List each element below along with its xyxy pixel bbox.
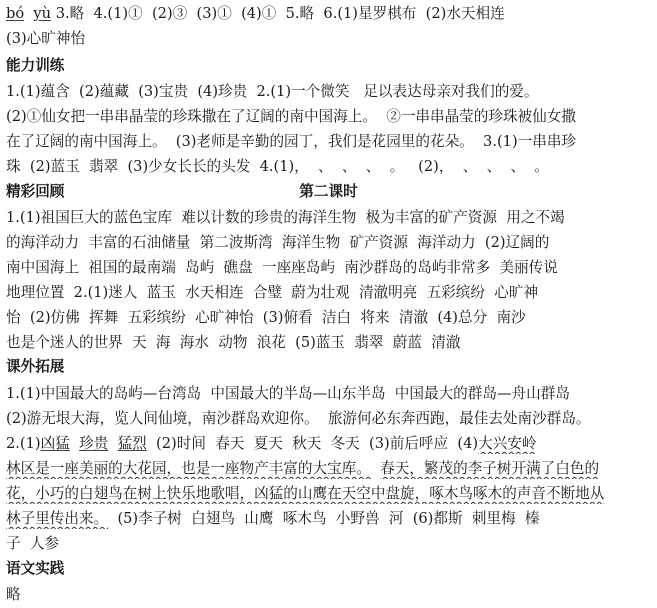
answer-text: 珍贵 [79, 435, 109, 452]
answer-line-l18 [6, 434, 653, 454]
answer-line-l22 [6, 534, 653, 554]
answer-line-l16 [6, 384, 653, 404]
answer-text: 1.(1)蕴含 (2)蕴藏 (3)宝贵 (4)珍贵 2.(1)一个微笑 足以表达母亲对我们的爱。 [6, 83, 539, 100]
answer-text: 怡 (2)仿佛 挥舞 五彩缤纷 心旷神怡 (3)俯看 洁白 将来 清澈 (4)总分 南沙 [6, 309, 526, 326]
answer-text: 在了辽阔的南中国海上。 (3)老师是辛勤的园丁，我们是花园里的花朵。 3.(1)一串串珍 [6, 133, 577, 150]
answer-text: 林区是一座美丽的大花园，也是一座物产丰富的大宝库。 [6, 460, 371, 477]
answer-text: 林子里传出来。 [6, 510, 109, 527]
section-heading-s1: 精彩回顾 [6, 183, 65, 200]
answer-text: 花，小巧的白翅鸟在树上快乐地歌唱，凶猛的山鹰在天空中盘旋，啄木鸟啄木的声音不断地从 [6, 485, 605, 502]
answer-line-l2 [6, 29, 653, 49]
answer-text: 珠 (2)蓝玉 翡翠 (3)少女长长的头发 4.(1)， 、 、 、 。 (2)， 、 、 、 。 [6, 158, 549, 175]
answer-line-l10 [6, 233, 653, 253]
answer-line-l11 [6, 258, 653, 278]
answer-line-l7 [6, 157, 653, 177]
answer-text: (2)游无垠大海，览人间仙境，南沙群岛欢迎你。 旅游何必东奔西跑，最佳去处南沙群岛。 [6, 410, 591, 427]
answer-line-l6 [6, 132, 653, 152]
answer-text: yù [33, 5, 52, 22]
answer-line-l1 [6, 4, 653, 24]
answer-line-l4 [6, 82, 653, 102]
answer-text: (3)心旷神怡 [6, 30, 86, 47]
answer-line-l24 [6, 585, 653, 605]
answer-text: 2.(1) [6, 435, 41, 452]
answer-line-l14 [6, 333, 653, 353]
answer-text: (2)①仙女把一串串晶莹的珍珠撒在了辽阔的南中国海上。 ②一串串晶莹的珍珠被仙女撒 [6, 108, 576, 125]
section-heading-h5: 语文实践 [6, 560, 65, 577]
answer-text: 略 [6, 586, 21, 603]
answer-text: 南中国海上 祖国的最南端 岛屿 礁盘 一座座岛屿 南沙群岛的岛屿非常多 美丽传说 [6, 259, 558, 276]
answer-text: 春天，繁茂的李子树开满了白色的 [380, 460, 600, 477]
answer-text: 也是个迷人的世界 天 海 海水 动物 浪花 (5)蓝玉 翡翠 蔚蓝 清澈 [6, 334, 461, 351]
lesson-title: 第二课时 [299, 183, 358, 200]
answer-text: (5)李子树 白翅鸟 山鹰 啄木鸟 小野兽 河 (6)都斯 刺里梅 榛 [108, 510, 540, 527]
answer-line-l20 [6, 484, 653, 504]
answer-text: 1.(1)中国最大的岛屿—台湾岛 中国最大的半岛—山东半岛 中国最大的群岛—舟山群岛 [6, 385, 570, 402]
answer-line-l9 [6, 208, 653, 228]
answer-text [371, 460, 380, 477]
answer-line-l12 [6, 283, 653, 303]
answer-line-l19 [6, 459, 653, 479]
answer-line-l21 [6, 509, 653, 529]
answer-text: (2)时间 春天 夏天 秋天 冬天 (3)前后呼应 (4) [146, 435, 479, 452]
answer-text: bó [6, 5, 25, 22]
answer-text: 地理位置 2.(1)迷人 蓝玉 水天相连 合璧 蔚为壮观 清澈明亮 五彩缤纷 心旷神 [6, 284, 539, 301]
answer-text [70, 435, 79, 452]
answer-text [108, 435, 117, 452]
answer-text: 的海洋动力 丰富的石油储量 第二波斯湾 海洋生物 矿产资源 海洋动力 (2)辽阔的 [6, 234, 550, 251]
answer-text: 子 人参 [6, 535, 60, 552]
answer-line-l5 [6, 107, 653, 127]
answer-line-l17 [6, 409, 653, 429]
answer-text: 1.(1)祖国巨大的蓝色宝库 难以计数的珍贵的海洋生物 极为丰富的矿产资源 用之不竭 [6, 209, 565, 226]
answer-line-l13 [6, 308, 653, 328]
section-heading-h4: 课外拓展 [6, 358, 65, 375]
answer-text: 大兴安岭 [478, 435, 537, 452]
answer-text: 猛烈 [117, 435, 147, 452]
section-heading-h1: 能力训练 [6, 57, 65, 74]
answer-text: 凶猛 [40, 435, 70, 452]
answer-text: 3.略 4.(1)① (2)③ (3)① (4)① 5.略 6.(1)星罗棋布 (2)水天相连 [51, 5, 505, 22]
